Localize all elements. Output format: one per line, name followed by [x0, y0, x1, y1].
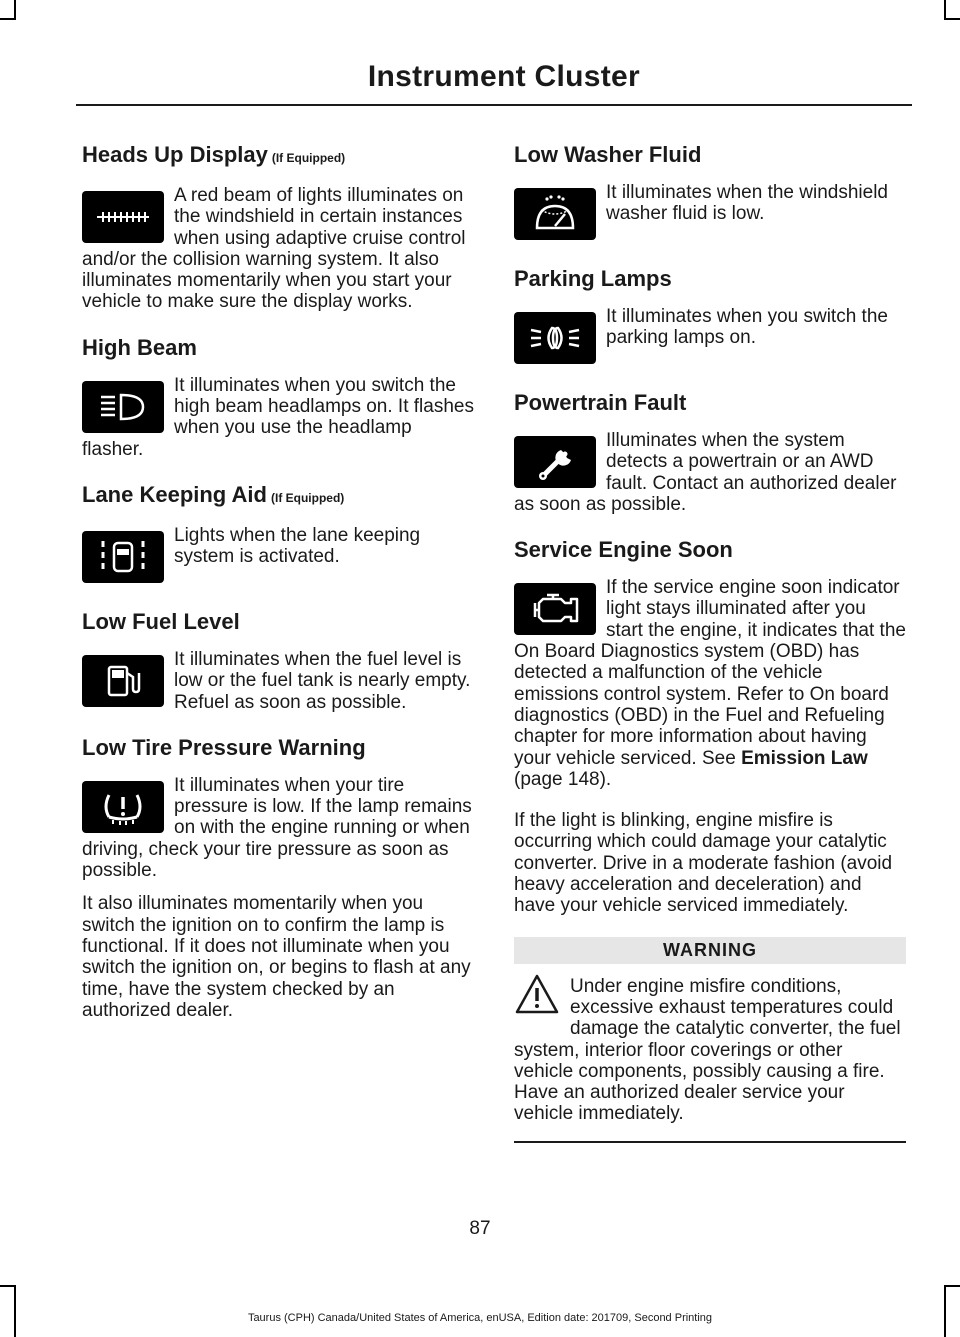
section-lane-keeping — [82, 480, 474, 587]
lane-keeping-icon — [82, 531, 164, 583]
footer-text: Taurus (CPH) Canada/United States of America, enUSA, Edition date: 201709, Second Printing — [247, 1312, 713, 1324]
page-reference: (page 148). — [514, 768, 612, 790]
section-title — [82, 480, 474, 513]
section-washer — [514, 140, 906, 244]
section-body-2: It also illuminates momentarily when you switch the ignition on to confirm the lamp is functional. If it does not illuminate when you switch the ignition on, or begins to flash at any time, have the system checked by an authorized dealer. — [82, 893, 471, 1021]
section-body: It illuminates when you switch the parking lamps on. — [606, 306, 888, 349]
warning-divider — [514, 1141, 906, 1143]
header-divider — [76, 104, 912, 106]
qualifier: (If Equipped) — [270, 490, 345, 505]
page-title: Instrument Cluster — [367, 60, 640, 93]
warning-text: Under engine misfire conditions, excessive exhaust temperatures could damage the catalytic converter, the fuel system, interior floor coverings or other vehicle components, possibly causing a fire. Have an authorized dealer service your vehicle immediately. — [514, 975, 901, 1125]
high-beam-icon — [82, 381, 164, 433]
section-title: High Beam — [82, 334, 197, 360]
section-body: Illuminates when the system detects a powertrain or an AWD fault. Contact an authorized dealer as soon as possible. — [514, 430, 897, 515]
section-body-2: If the light is blinking, engine misfire is occurring which could damage your catalytic converter. Drive in a moderate fashion (avoid heavy acceleration and deceleration) and have your vehicle serviced immediately. — [514, 810, 893, 917]
page-number: 87 — [469, 1218, 491, 1239]
warning-heading: WARNING — [514, 937, 906, 964]
section-title — [82, 140, 474, 173]
section-powertrain — [514, 388, 906, 515]
section-title-text: Lane Keeping Aid — [82, 481, 267, 507]
section-high-beam — [82, 333, 474, 460]
washer-fluid-icon — [514, 188, 596, 240]
section-low-fuel — [82, 607, 474, 713]
crop-mark — [944, 1285, 946, 1337]
crop-mark — [944, 18, 960, 20]
left-column — [82, 140, 474, 1041]
section-title: Low Washer Fluid — [514, 142, 702, 167]
warning-triangle-icon — [514, 972, 560, 1018]
crop-mark — [0, 1285, 16, 1287]
hud-icon — [82, 191, 164, 243]
section-parking — [514, 264, 906, 368]
crop-mark — [0, 18, 16, 20]
section-title: Service Engine Soon — [514, 537, 733, 563]
engine-icon — [514, 583, 596, 635]
crop-mark — [14, 1285, 16, 1337]
tire-pressure-icon — [82, 781, 164, 833]
section-tire-pressure — [82, 733, 474, 1021]
section-title: Low Tire Pressure Warning — [82, 734, 366, 760]
section-title: Parking Lamps — [514, 266, 672, 291]
right-column — [514, 140, 906, 1143]
section-title-text: Heads Up Display — [82, 142, 268, 167]
parking-lamps-icon — [514, 312, 596, 364]
section-body: It illuminates when your tire pressure is low. If the lamp remains on with the engine running or when driving, check your tire pressure as soon as possible. — [82, 774, 472, 882]
wrench-icon — [514, 436, 596, 488]
section-title: Powertrain Fault — [514, 390, 687, 415]
fuel-pump-icon — [82, 655, 164, 707]
section-body: It illuminates when you switch the high beam headlamps on. It flashes when you use the headlamp flasher. — [82, 374, 474, 460]
warning-box — [514, 937, 906, 1143]
section-body: It illuminates when the fuel level is low or the fuel tank is nearly empty. Refuel as soon as possible. — [174, 648, 471, 713]
qualifier: (If Equipped) — [271, 151, 346, 165]
section-body: Lights when the lane keeping system is activated. — [174, 524, 421, 568]
section-body: A red beam of lights illuminates on the windshield in certain instances when using adaptive cruise control and/or the collision warning system. It also illuminates momentarily when you start your vehicle to make sure the display works. — [82, 185, 466, 313]
section-body: It illuminates when the windshield washer fluid is low. — [606, 182, 888, 225]
cross-reference-link[interactable]: Emission Law — [741, 747, 868, 769]
section-hud — [82, 140, 474, 313]
crop-mark — [944, 0, 946, 20]
crop-mark — [14, 0, 16, 20]
section-title: Low Fuel Level — [82, 608, 240, 634]
section-engine — [514, 535, 906, 916]
crop-mark — [944, 1285, 960, 1287]
engine-body-text: If the service engine soon indicator light stays illuminated after you start the engine, it indicates that the On Board Diagnostics system (OBD) has detected a malfunction of the vehicle emissions control system. Refer to On board diagnostics (OBD) in the Fuel and Refueling chapter for more information about having your vehicle serviced. See — [514, 577, 906, 769]
